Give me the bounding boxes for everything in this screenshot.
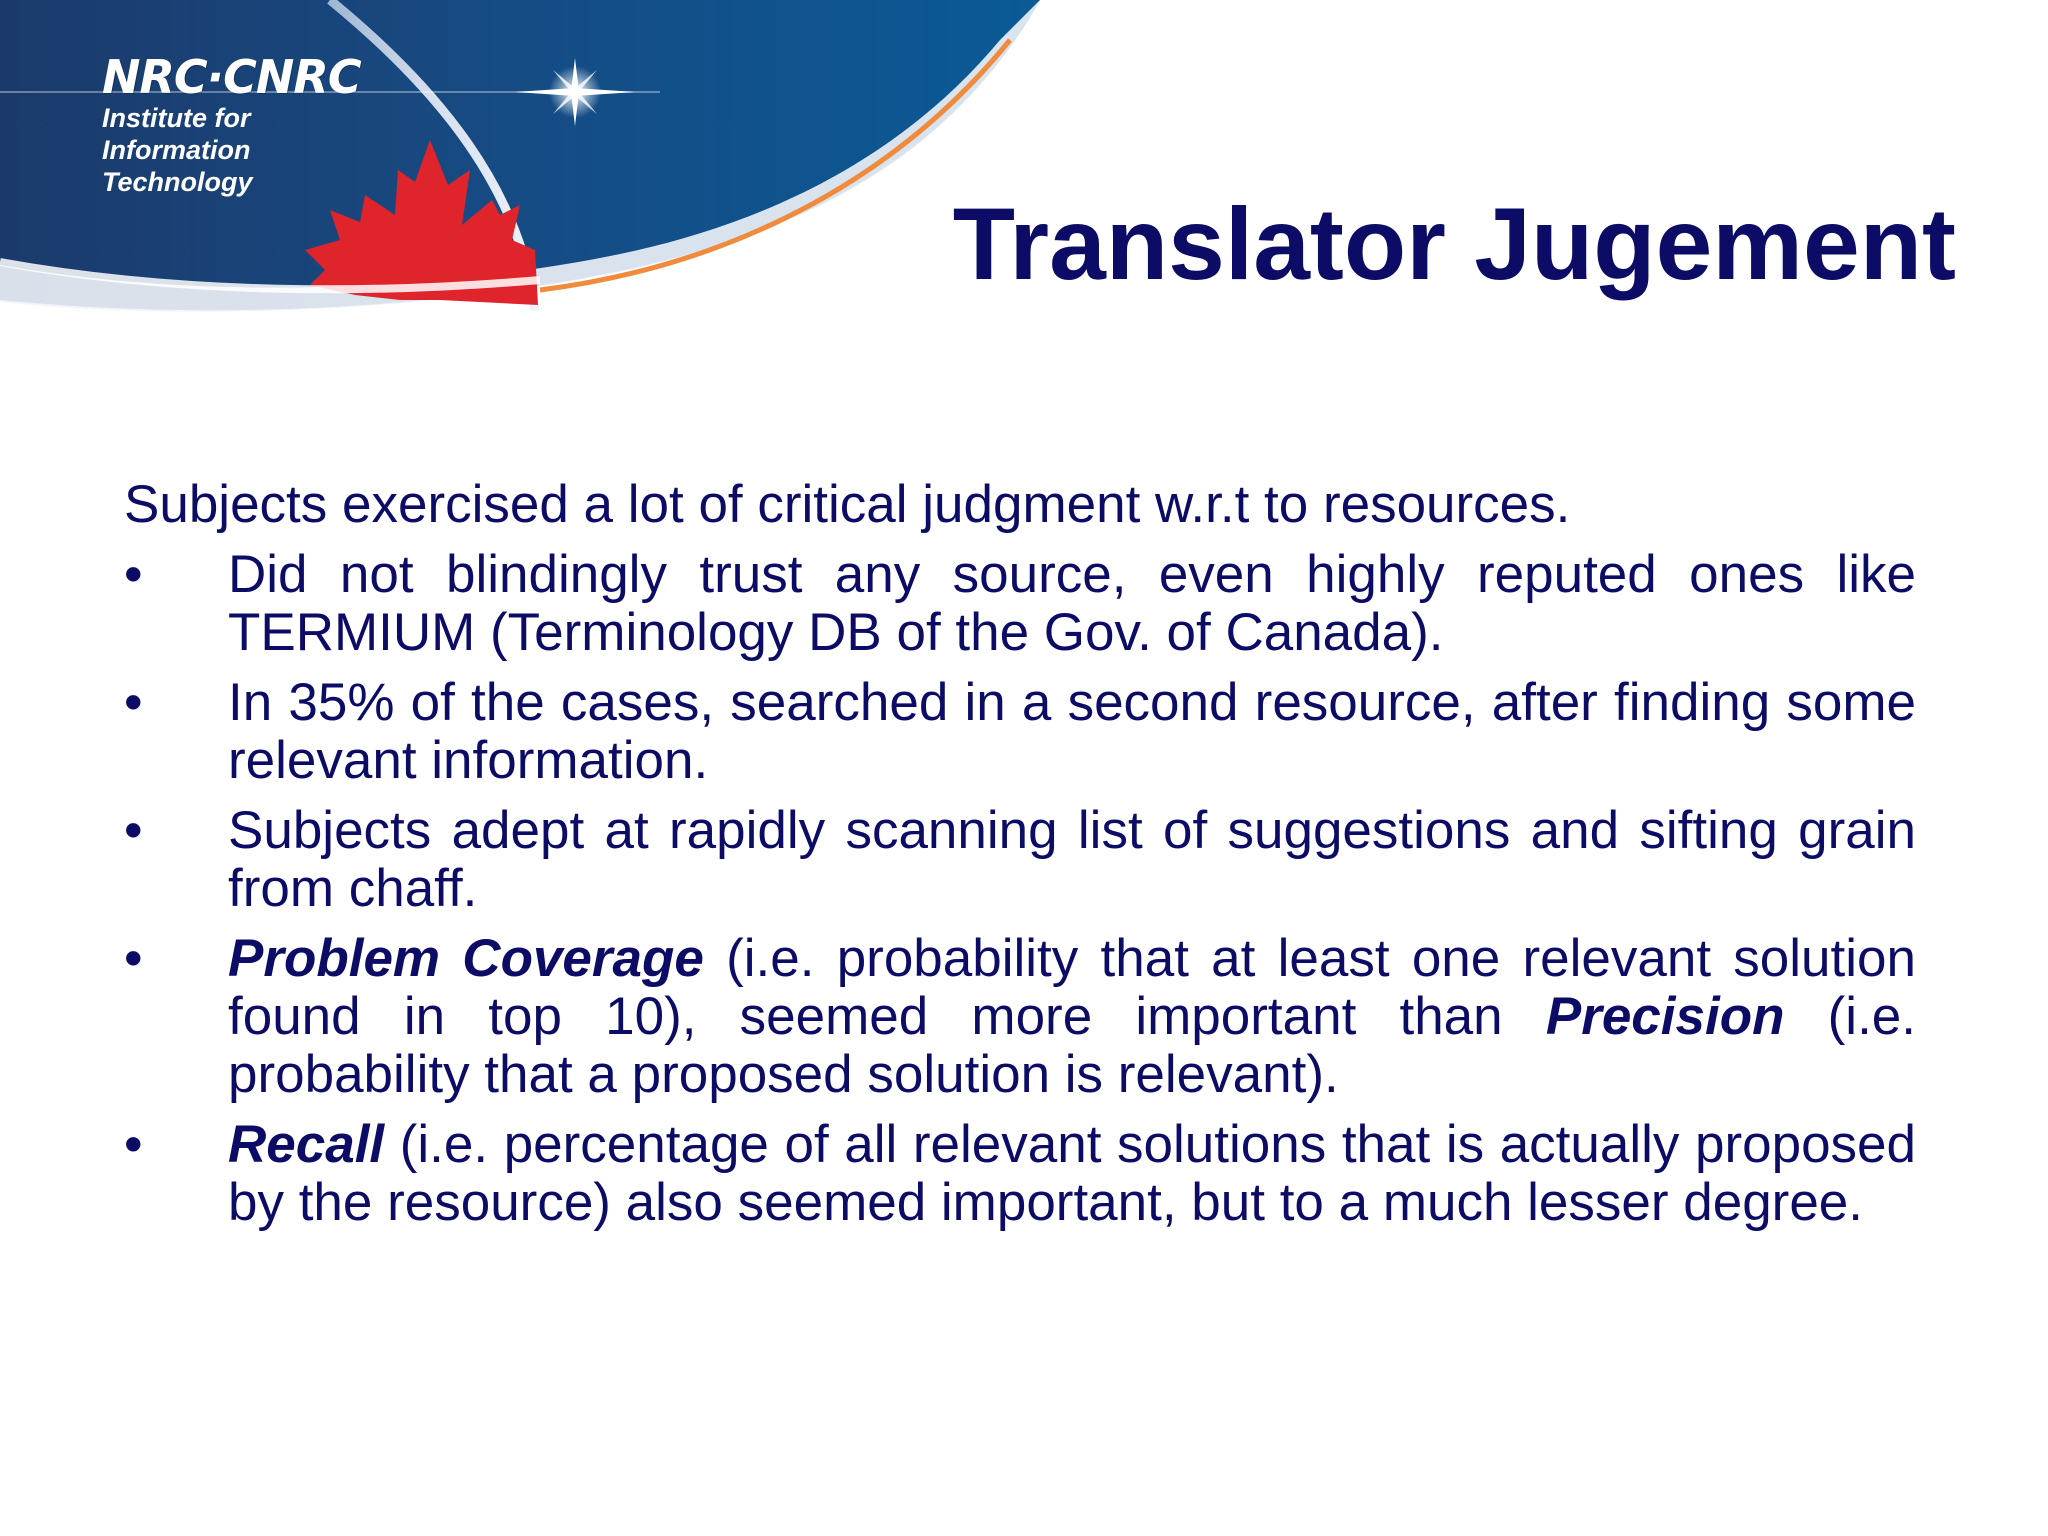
slide-title: Translator Jugement bbox=[952, 187, 1956, 301]
bullet-icon: • bbox=[124, 545, 143, 604]
bullet-text: (i.e. probability that at least one relevant solution found in top 10), seemed more important than bbox=[228, 929, 1916, 1046]
logo-line-2: Information bbox=[102, 135, 251, 165]
bullet-text: (i.e. percentage of all relevant solutions that is actually proposed by the resource) also seemed important, but to a much lesser degree. bbox=[228, 1115, 1916, 1232]
logo-line-3: Technology bbox=[102, 167, 253, 197]
term-precision: Precision bbox=[1545, 987, 1785, 1046]
term-recall: Recall bbox=[228, 1115, 385, 1174]
bullet-icon: • bbox=[124, 929, 143, 988]
list-item bbox=[124, 802, 1916, 918]
bullet-icon: • bbox=[124, 1115, 143, 1174]
logo-line-1: Institute for bbox=[102, 103, 251, 133]
slide-body bbox=[124, 476, 1916, 1244]
list-item bbox=[124, 546, 1916, 662]
bullet-list bbox=[124, 546, 1916, 1232]
logo-wordmark: NRC·CNRC bbox=[102, 50, 361, 104]
bullet-text: In 35% of the cases, searched in a second resource, after finding some relevant information. bbox=[228, 673, 1916, 790]
bullet-icon: • bbox=[124, 801, 143, 860]
bullet-icon: • bbox=[124, 673, 143, 732]
intro-text: Subjects exercised a lot of critical judgment w.r.t to resources. bbox=[124, 475, 1571, 534]
nrc-cnrc-logo bbox=[102, 52, 361, 198]
bullet-text: Did not blindingly trust any source, even highly reputed ones like TERMIUM (Terminology DB of the Gov. of Canada). bbox=[228, 545, 1916, 662]
term-problem-coverage: Problem Coverage bbox=[228, 929, 704, 988]
list-item bbox=[124, 930, 1916, 1104]
list-item bbox=[124, 1116, 1916, 1232]
bullet-text: (i.e. probability that a proposed solution is relevant). bbox=[228, 987, 1916, 1104]
bullet-text: Subjects adept at rapidly scanning list of suggestions and sifting grain from chaff. bbox=[228, 801, 1916, 918]
list-item bbox=[124, 674, 1916, 790]
